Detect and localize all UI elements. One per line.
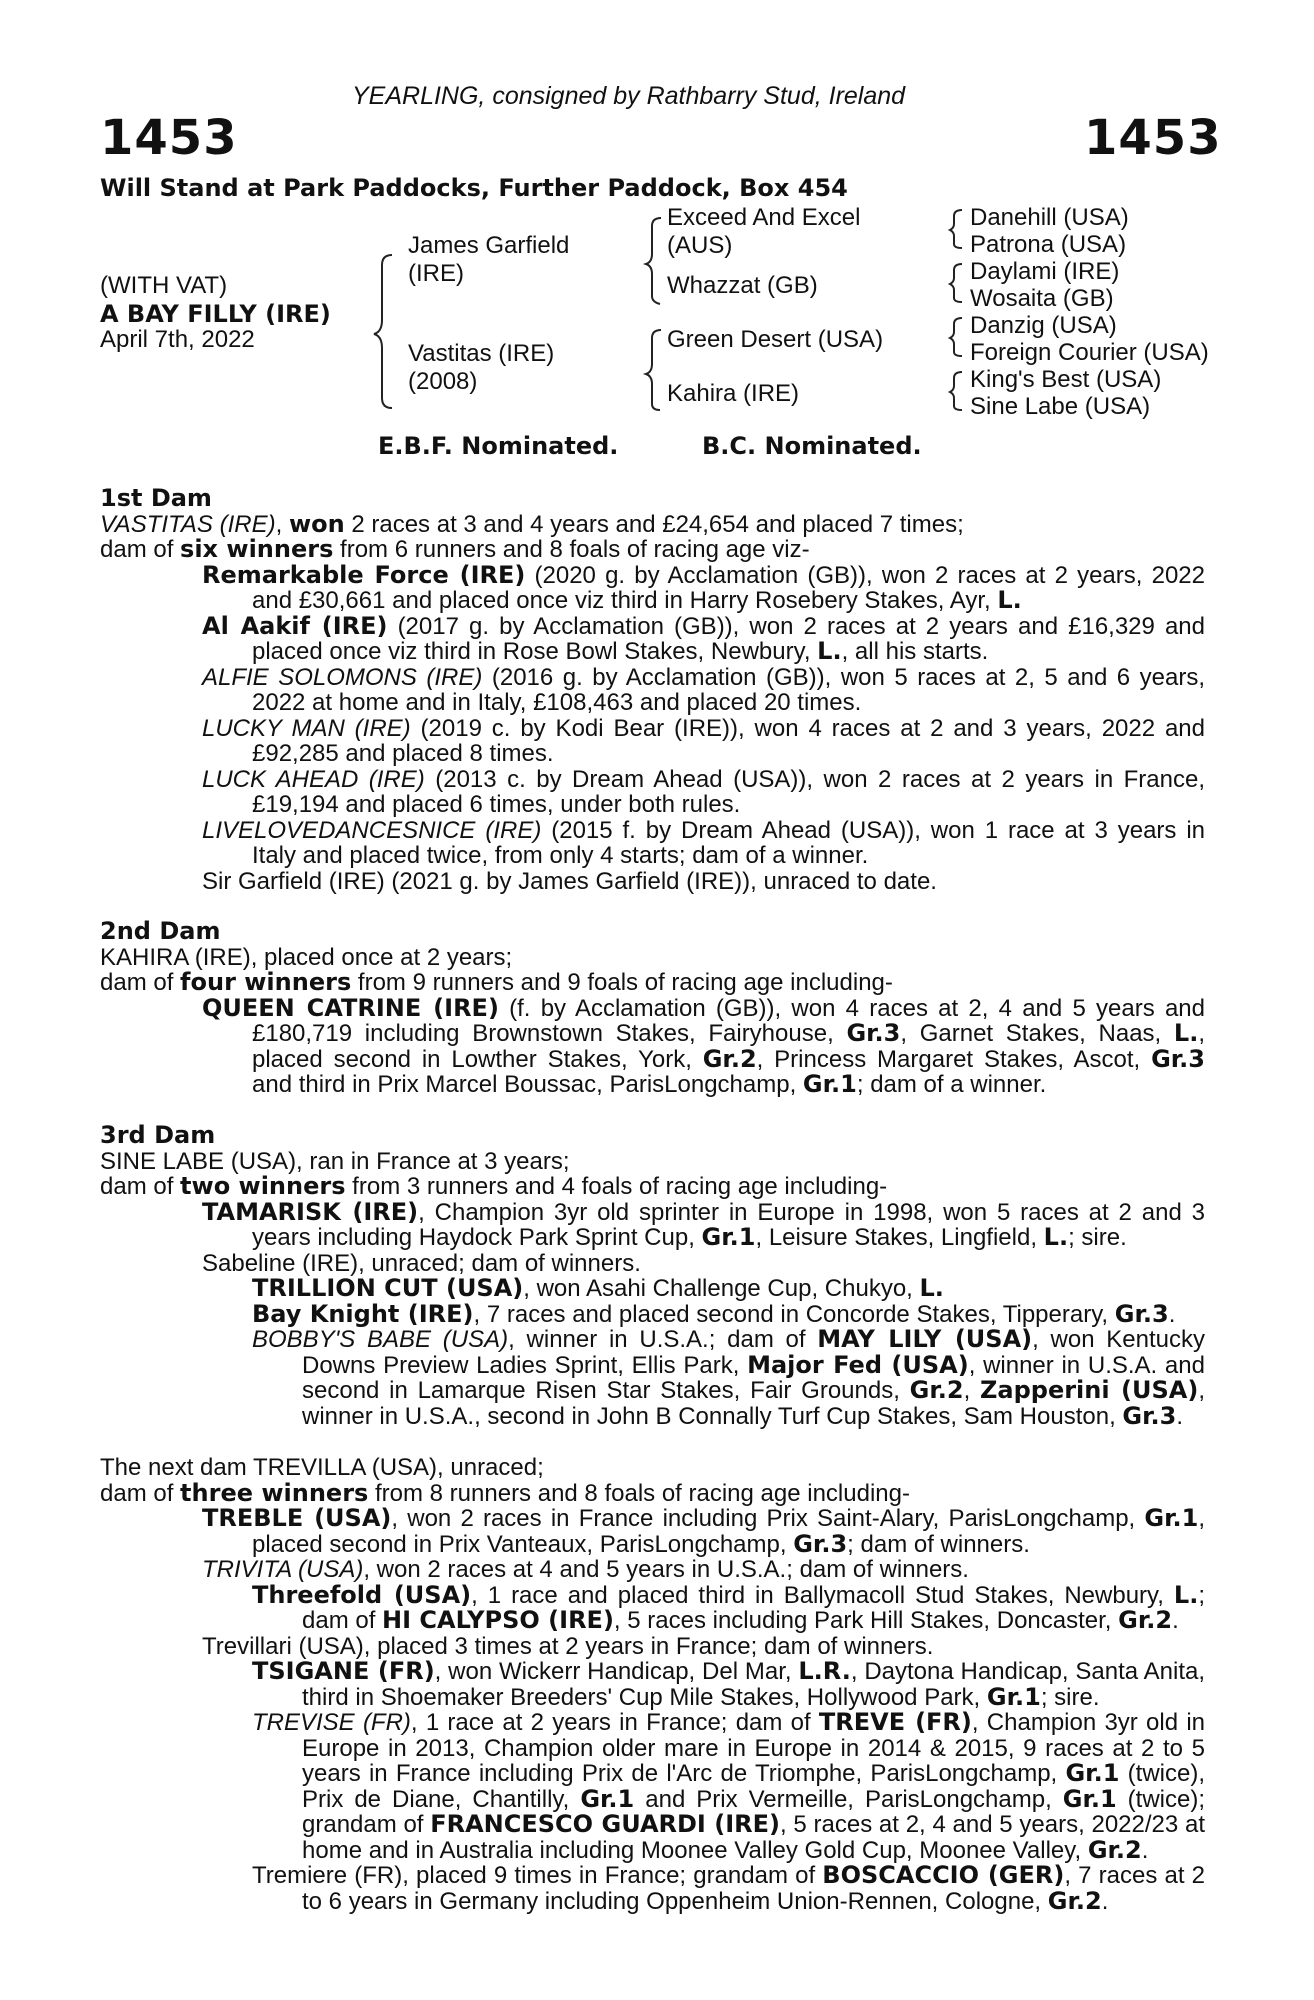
bold-name: L. <box>1173 1580 1199 1609</box>
pedigree-sire: James Garfield (IRE) <box>408 232 570 287</box>
bold-name: Threefold (USA) <box>252 1580 472 1609</box>
entry-text: , 7 races and placed second in Concorde Stakes, Tipperary, <box>473 1300 1115 1328</box>
entry-text: , won Wickerr Handicap, Del Mar, <box>434 1658 799 1685</box>
next-dam-section <box>100 1455 1205 1914</box>
bold-name: Gr.3 <box>1114 1299 1169 1328</box>
entry-text: 2 races at 3 and 4 years and £24,654 and placed 7 times; <box>344 510 964 538</box>
first-dam-section <box>100 486 1205 894</box>
lot-number-left: 1453 <box>100 110 238 166</box>
bold-name: L.R. <box>798 1657 851 1685</box>
bold-name: four winners <box>180 968 352 996</box>
bold-name: three winners <box>180 1478 369 1507</box>
bold-name: L. <box>919 1274 944 1302</box>
entry-text: dam of <box>100 1479 181 1507</box>
bold-name: Gr.1 <box>986 1682 1041 1711</box>
bold-name: L. <box>1043 1223 1069 1251</box>
bold-name: Gr.3 <box>793 1529 848 1558</box>
entry-text: , 7 races at 2 to 6 years in Germany including Oppenheim Union-Rennen, Cologne, <box>302 1862 1206 1915</box>
entry-text: , Princess Margaret Stakes, Ascot, <box>756 1045 1152 1073</box>
brace-g12 <box>950 210 962 248</box>
bold-name: Gr.1 <box>802 1070 857 1098</box>
entry-text: , won 2 races in France including Prix Saint-Alary, ParisLongchamp, <box>391 1505 1145 1532</box>
entry-text: (2020 g. by Acclamation (GB)), won 2 races at 2 years, 2022 and £30,661 and placed once viz third in Harry Rosebery Stakes, Ayr, <box>252 561 1205 614</box>
entry-text: , 5 races including Park Hill Stakes, Doncaster, <box>613 1607 1119 1634</box>
bold-name: Gr.1 <box>1144 1504 1199 1532</box>
second-dam-entries <box>100 945 1205 1098</box>
pedigree-entry <box>100 611 1205 665</box>
pedigree-g3-2: Patrona (USA) <box>970 231 1127 258</box>
pedigree-entry <box>100 1659 1205 1710</box>
brace-g34 <box>950 264 962 302</box>
entry-text: (2013 c. by Dream Ahead (USA)), won 2 races at 2 years in France, £19,194 and placed 6 times, under both rules. <box>252 765 1206 818</box>
bold-name: BOSCACCIO (GER) <box>822 1861 1065 1889</box>
pedigree-entry <box>100 993 1205 1098</box>
entry-text: , <box>275 510 289 538</box>
entry-text: (2017 g. by Acclamation (GB)), won 2 races at 2 years and £16,329 and placed once viz third in Rose Bowl Stakes, Newbury, <box>252 612 1205 665</box>
entry-text: , winner in U.S.A.; dam of <box>508 1326 818 1353</box>
pedigree-entry <box>100 1197 1205 1251</box>
italic-name: LUCKY MAN (IRE) <box>202 714 411 742</box>
entry-text: , won 2 races at 4 and 5 years in U.S.A.; dam of winners. <box>363 1556 969 1583</box>
bold-name: L. <box>1173 1019 1199 1047</box>
pedigree-entry <box>100 1710 1205 1863</box>
pedigree-entry <box>100 1149 1205 1175</box>
italic-name: VASTITAS (IRE) <box>100 510 276 538</box>
entry-text: , placed second in Prix Vanteaux, ParisLongchamp, <box>252 1505 1206 1558</box>
entry-text: ; dam of winners. <box>847 1530 1030 1558</box>
pedigree-g3-6: Foreign Courier (USA) <box>970 339 1209 366</box>
bold-name: L. <box>817 637 842 665</box>
pedigree-entry <box>100 869 1205 895</box>
entry-text: and Prix Vermeille, ParisLongchamp, <box>634 1785 1063 1813</box>
entry-text: from 9 runners and 9 foals of racing age including- <box>351 969 893 996</box>
pedigree-sire-dam: Whazzat (GB) <box>667 272 818 299</box>
pedigree-entry <box>100 945 1205 971</box>
pedigree-dam: Vastitas (IRE) (2008) <box>408 340 555 395</box>
italic-name: TREVISE (FR) <box>252 1709 411 1736</box>
horse-dob: April 7th, 2022 <box>100 326 255 353</box>
bold-name: FRANCESCO GUARDI (IRE) <box>430 1810 781 1838</box>
bold-name: two winners <box>180 1172 346 1200</box>
entry-text: (2019 c. by Kodi Bear (IRE)), won 4 races at 2 and 3 years, 2022 and £92,285 and placed 8 times. <box>252 714 1205 767</box>
entry-text: (twice), Prix de Diane, Chantilly, <box>302 1760 1205 1813</box>
entry-text: , Champion 3yr old sprinter in Europe in 1998, won 5 races at 2 and 3 years including Haydock Park Sprint Cup, <box>252 1198 1205 1251</box>
entry-text: . <box>1101 1887 1109 1915</box>
bold-name: Gr.2 <box>1047 1886 1102 1915</box>
vat-label: (WITH VAT) <box>100 272 228 299</box>
brace-main <box>374 255 392 408</box>
entry-text: . <box>1141 1836 1149 1864</box>
pedigree-sire-sire: Exceed And Excel (AUS) <box>667 204 861 259</box>
entry-text: (2015 f. by Dream Ahead (USA)), won 1 race at 3 years in Italy and placed twice, from only 4 starts; dam of a winner. <box>252 816 1205 869</box>
bold-name: Gr.2 <box>1118 1606 1173 1634</box>
entry-text: dam of <box>100 1173 181 1200</box>
ebf-nomination: E.B.F. Nominated. <box>378 432 619 460</box>
pedigree-entry <box>100 970 1205 996</box>
pedigree-g3-4: Wosaita (GB) <box>970 285 1114 312</box>
bold-name: HI CALYPSO (IRE) <box>382 1606 614 1634</box>
bold-name: TSIGANE (FR) <box>252 1657 435 1685</box>
pedigree-entry <box>100 716 1205 767</box>
bold-name: Gr.2 <box>1087 1835 1142 1864</box>
brace-sire <box>646 218 661 304</box>
bold-name: Zapperini (USA) <box>979 1376 1199 1404</box>
entry-text: . <box>1176 1402 1184 1430</box>
entry-text: from 8 runners and 8 foals of racing age including- <box>368 1479 910 1507</box>
bold-name: L. <box>997 586 1022 614</box>
pedigree-entry <box>100 1327 1205 1429</box>
first-dam-entries <box>100 509 1206 895</box>
pedigree-g3-8: Sine Labe (USA) <box>970 393 1151 420</box>
pedigree-entry <box>100 560 1205 614</box>
entry-text: , 1 race and placed third in Ballymacoll Stud Stakes, Newbury, <box>471 1581 1174 1609</box>
second-dam-heading: 2nd Dam <box>100 917 221 945</box>
entry-text: SINE LABE (USA), ran in France at 3 years; <box>100 1147 570 1175</box>
brace-g78 <box>950 372 962 410</box>
pedigree-g3-5: Danzig (USA) <box>970 312 1117 339</box>
entry-text: (2016 g. by Acclamation (GB)), won 5 races at 2, 5 and 6 years, 2022 at home and in Italy, £108,463 and placed 20 times. <box>252 663 1205 716</box>
third-dam-section <box>100 1123 1205 1429</box>
entry-text: , 5 races at 2, 4 and 5 years, 2022/23 at home and in Australia including Moonee Valley Gold Cup, Moonee Valley, <box>302 1811 1205 1864</box>
entry-text: . <box>1168 1300 1176 1328</box>
horse-name: A BAY FILLY (IRE) <box>100 300 331 328</box>
entry-text: , won Kentucky Downs Preview Ladies Sprint, Ellis Park, <box>302 1326 1206 1379</box>
pedigree-dam-dam: Kahira (IRE) <box>667 380 800 407</box>
entry-text: , won Asahi Challenge Cup, Chukyo, <box>523 1275 920 1302</box>
pedigree-entry <box>100 509 1205 538</box>
entry-text: , winner in U.S.A. and second in Lamarque Risen Star Stakes, Fair Grounds, <box>302 1351 1205 1404</box>
bold-name: QUEEN CATRINE (IRE) <box>202 993 499 1022</box>
entry-text: , Garnet Stakes, Naas, <box>900 1020 1174 1047</box>
entry-text: , <box>963 1377 980 1404</box>
entry-text: KAHIRA (IRE), placed once at 2 years; <box>100 943 513 971</box>
bold-name: MAY LILY (USA) <box>817 1325 1033 1353</box>
entry-text: Tremiere (FR), placed 9 times in France; grandam of <box>252 1862 823 1889</box>
bold-name: Bay Knight (IRE) <box>252 1299 474 1328</box>
third-dam-entries <box>100 1149 1205 1430</box>
lot-number-right: 1453 <box>1084 110 1222 166</box>
bold-name: Gr.1 <box>701 1223 756 1251</box>
entry-text: ; dam of a winner. <box>856 1071 1047 1098</box>
entry-text: , 1 race at 2 years in France; dam of <box>410 1709 819 1736</box>
bold-name: Major Fed (USA) <box>747 1350 969 1379</box>
pedigree-entry <box>100 767 1205 818</box>
first-dam-heading: 1st Dam <box>100 484 212 512</box>
entry-text: , all his starts. <box>841 638 989 665</box>
pedigree-entry <box>100 1634 1205 1660</box>
brace-dam <box>646 330 661 410</box>
bold-name: TRILLION CUT (USA) <box>252 1274 524 1302</box>
pedigree-entry <box>100 1506 1205 1557</box>
entry-text: (twice); grandam of <box>302 1785 1206 1838</box>
third-dam-heading: 3rd Dam <box>100 1121 216 1149</box>
pedigree-entry <box>100 1276 1205 1302</box>
entry-text: Sir Garfield (IRE) (2021 g. by James Garfield (IRE)), unraced to date. <box>202 867 937 895</box>
pedigree-entry <box>100 1478 1205 1507</box>
bold-name: Remarkable Force (IRE) <box>202 560 526 589</box>
entry-text: ; sire. <box>1040 1683 1100 1711</box>
entry-text: from 6 runners and 8 foals of racing age viz- <box>333 536 810 563</box>
italic-name: ALFIE SOLOMONS (IRE) <box>202 663 483 691</box>
pedigree-entry <box>100 1863 1205 1914</box>
entry-text: , Daytona Handicap, Santa Anita, third in Shoemaker Breeders' Cup Mile Stakes, Hollywood Park, <box>302 1658 1206 1711</box>
pedigree-g3-3: Daylami (IRE) <box>970 258 1120 285</box>
consignor-line: YEARLING, consigned by Rathbarry Stud, Ireland <box>352 82 906 110</box>
italic-name: LIVELOVEDANCESNICE (IRE) <box>202 816 542 844</box>
pedigree-entry <box>100 1251 1205 1277</box>
pedigree-g3-1: Danehill (USA) <box>970 204 1129 231</box>
entry-text: , Leisure Stakes, Lingfield, <box>755 1224 1044 1251</box>
bold-name: Gr.3 <box>1122 1401 1177 1430</box>
entry-text: dam of <box>100 969 181 996</box>
bold-name: TREVE (FR) <box>818 1708 972 1736</box>
entry-text: Sabeline (IRE), unraced; dam of winners. <box>202 1249 641 1277</box>
italic-name: LUCK AHEAD (IRE) <box>202 765 425 793</box>
bold-name: won <box>288 509 345 538</box>
entry-text: , Champion 3yr old in Europe in 2013, Champion older mare in Europe in 2014 & 2015, 9 races at 2 to 5 years in France including Prix de l'Arc de Triomphe, ParisLongchamp, <box>302 1709 1205 1787</box>
entry-text: , placed second in Lowther Stakes, York, <box>252 1020 1205 1073</box>
entry-text: ; dam of <box>302 1581 1205 1634</box>
pedigree-entry <box>100 1174 1205 1200</box>
entry-text: ; sire. <box>1068 1224 1127 1251</box>
bold-name: Gr.3 <box>846 1019 901 1047</box>
entry-text: (f. by Acclamation (GB)), won 4 races at 2, 4 and 5 years and £180,719 including Brownstown Stakes, Fairyhouse, <box>252 994 1205 1047</box>
pedigree-entry <box>100 1580 1205 1634</box>
bold-name: Gr.1 <box>580 1784 635 1813</box>
pedigree-entry <box>100 537 1205 563</box>
entry-text: The next dam TREVILLA (USA), unraced; <box>100 1454 544 1481</box>
entry-text: dam of <box>100 536 181 563</box>
bold-name: Gr.2 <box>909 1376 964 1404</box>
pedigree-entry <box>100 1299 1205 1328</box>
bold-name: Gr.2 <box>702 1044 757 1073</box>
pedigree-entry <box>100 1557 1205 1583</box>
italic-name: TRIVITA (USA) <box>202 1556 364 1583</box>
bold-name: Gr.3 <box>1151 1044 1205 1073</box>
pedigree-dam-sire: Green Desert (USA) <box>667 326 884 353</box>
bold-name: TREBLE (USA) <box>202 1504 392 1532</box>
entry-text: Trevillari (USA), placed 3 times at 2 years in France; dam of winners. <box>202 1632 934 1660</box>
entry-text: . <box>1172 1607 1179 1634</box>
pedigree-entry <box>100 818 1205 869</box>
pedigree-g3-7: King's Best (USA) <box>970 366 1162 393</box>
pedigree-entry <box>100 665 1205 716</box>
bold-name: Gr.1 <box>1062 1784 1117 1813</box>
stand-location: Will Stand at Park Paddocks, Further Paddock, Box 454 <box>100 174 848 202</box>
next-dam-entries <box>100 1455 1205 1914</box>
bc-nomination: B.C. Nominated. <box>702 432 922 460</box>
second-dam-section <box>100 919 1205 1098</box>
entry-text: , winner in U.S.A., second in John B Connally Turf Cup Stakes, Sam Houston, <box>302 1377 1205 1430</box>
bold-name: six winners <box>180 535 334 563</box>
brace-g56 <box>950 318 962 356</box>
bold-name: Gr.1 <box>1065 1759 1120 1787</box>
pedigree-entry <box>100 1455 1205 1481</box>
italic-name: BOBBY'S BABE (USA) <box>252 1326 509 1353</box>
entry-text: and third in Prix Marcel Boussac, ParisLongchamp, <box>252 1071 803 1098</box>
entry-text: from 3 runners and 4 foals of racing age including- <box>345 1173 888 1200</box>
bold-name: TAMARISK (IRE) <box>202 1197 419 1226</box>
bold-name: Al Aakif (IRE) <box>202 611 388 640</box>
